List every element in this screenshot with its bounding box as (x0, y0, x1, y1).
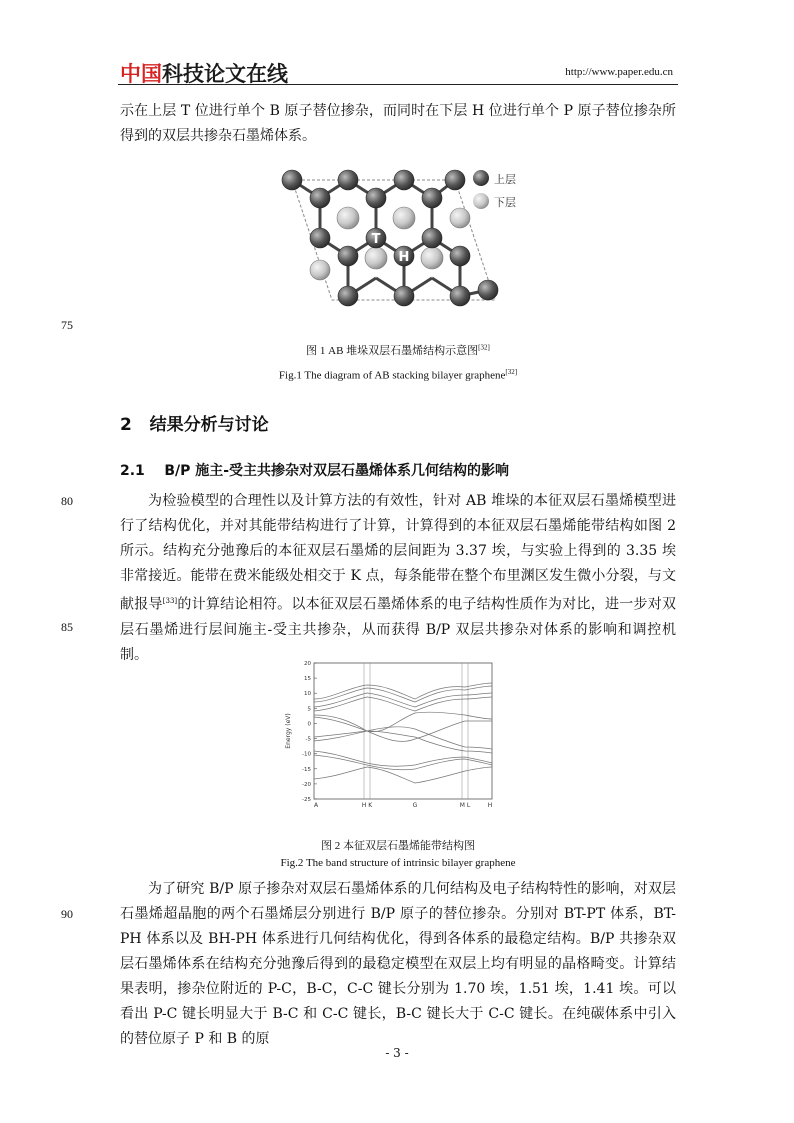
band-ytick-label: -20 (302, 781, 311, 788)
band-ytick-label: -10 (302, 751, 311, 758)
line-number: 85 (61, 620, 73, 634)
header-rule (118, 84, 678, 85)
band-xtick-label: M L (459, 802, 471, 809)
band-xtick-label: H (487, 802, 493, 809)
header-url[interactable]: http://www.paper.edu.cn (565, 66, 673, 78)
band-ytick-label: 5 (307, 706, 311, 713)
band-ytick-label: -15 (302, 766, 311, 773)
lattice-svg (270, 160, 540, 320)
band-ylabel: Energy (eV) (285, 713, 292, 749)
site-h-label: H (398, 250, 410, 265)
legend-upper-label: 上层 (494, 173, 516, 186)
band-ytick-label: -5 (305, 736, 311, 743)
line-number: 75 (61, 318, 73, 332)
legend-lower-label: 下层 (494, 196, 516, 209)
band-ytick-label: 15 (304, 676, 311, 683)
section-heading: 2 结果分析与讨论 (120, 415, 269, 435)
line-number: 80 (61, 494, 73, 508)
band-ytick-label: -25 (302, 797, 311, 803)
figure2-caption-en: Fig.2 The band structure of intrinsic bilayer graphene (280, 857, 516, 869)
band-xtick-label: H K (361, 802, 373, 809)
band-xtick-label: A (313, 802, 319, 809)
legend-upper-swatch (473, 170, 489, 186)
paragraph-3: 为了研究 B/P 原子掺杂对双层石墨烯体系的几何结构及电子结构特性的影响，对双层石墨烯超晶胞的两个石墨烯层分别进行 B/P 原子的替位掺杂。分别对 BT-PT 体系，BT-PH 体系以及 BH-PH 体系进行几何结构优化，得到各体系的最稳定结构。B/P 共掺杂双层石墨烯体系在结构充分弛豫后得到的最稳定模型在双层上均有明显的晶格畸变。计算结果表明，掺杂位附近的 P-C，B-C，C-C 键长分别为 1.70 埃，1.51 埃，1.41 埃。可以看出 P-C 键长明显大于 B-C 和 C-C 键长，B-C 键长大于 C-C 键长。在纯碳体系中引入的替位原子 P 和 B 的原 (120, 881, 676, 1047)
figure2-caption-cn: 图 2 本征双层石墨烯能带结构图 (321, 840, 475, 852)
figure1-caption-cn: 图 1 AB 堆垛双层石墨烯结构示意图[32] (306, 343, 490, 357)
band-xtick-label: G (412, 802, 418, 809)
band-ytick-label: 20 (304, 661, 311, 667)
figure1-lattice (270, 160, 540, 320)
page-number: - 3 - (385, 1046, 409, 1060)
site-t-label: T (371, 232, 381, 247)
figure2-band-structure (280, 655, 500, 815)
intro-paragraph: 示在上层 T 位进行单个 B 原子替位掺杂，而同时在下层 H 位进行单个 P 原子替位掺杂所得到的双层共掺杂石墨烯体系。 (120, 103, 676, 144)
legend-lower-swatch (473, 193, 489, 209)
subsection-heading: 2.1 B/P 施主-受主共掺杂对双层石墨烯体系几何结构的影响 (120, 463, 510, 479)
figure1-caption-en: Fig.1 The diagram of AB stacking bilayer graphene[32] (278, 368, 518, 382)
band-ytick-label: 0 (307, 721, 311, 728)
band-ytick-label: 10 (304, 691, 311, 698)
band-svg (280, 655, 500, 815)
paragraph-2: 为检验模型的合理性以及计算方法的有效性，针对 AB 堆垛的本征双层石墨烯模型进行了结构优化，并对其能带结构进行了计算，计算得到的本征双层石墨烯能带结构如图 2 所示。结构充分弛豫后的本征双层石墨烯的层间距为 3.37 埃，与实验上得到的 3.35 埃非常接近。能带在费米能级处相交于 K 点，每条能带在整个布里渊区发生微小分裂，与文献报导[33]的计算结论相符。以本征双层石墨烯体系的电子结构性质作为对比，进一步对双层石墨烯进行层间施主-受主共掺杂，从而获得 B/P 双层共掺杂对体系的影响和调控机制。 (120, 493, 677, 663)
line-number: 90 (61, 907, 73, 921)
journal-logo: 中国科技论文在线 (120, 62, 288, 86)
